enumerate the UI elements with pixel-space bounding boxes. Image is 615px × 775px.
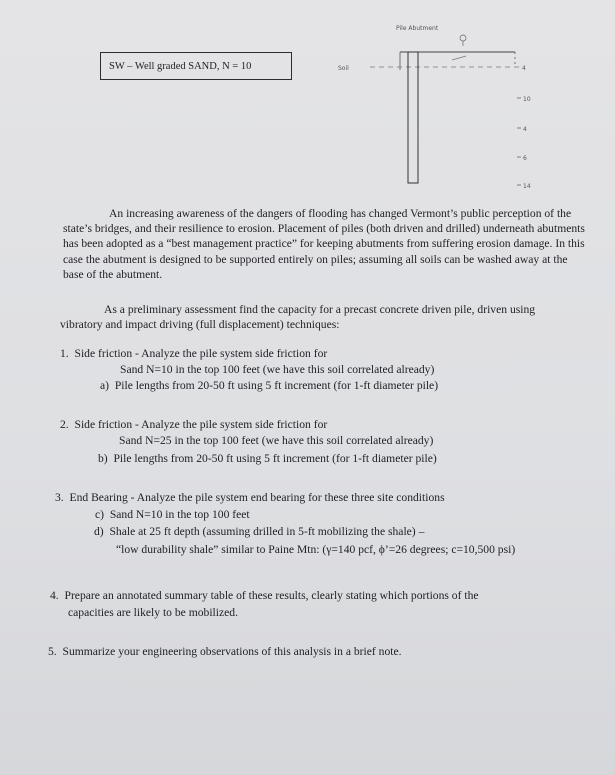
sketch-top-label: Pile Abutment [396, 25, 439, 32]
task-4-continuation: capacities are likely to be mobilized. [68, 606, 238, 619]
task-5-number: 5. [48, 645, 57, 658]
task-3-item-c: c) Sand N=10 in the top 100 feet [95, 508, 250, 521]
task-1-sub: Sand N=10 in the top 100 feet (we have this soil correlated already) [120, 363, 435, 376]
sketch-right-label-3: 4 [523, 126, 527, 133]
task-2-text: Side friction - Analyze the pile system side friction for [74, 418, 328, 431]
soil-label-box [100, 52, 292, 80]
task-1-item-a: a) Pile lengths from 20-50 ft using 5 ft increment (for 1-ft diameter pile) [100, 379, 439, 392]
task-4-number: 4. [50, 589, 59, 602]
task-4-text: Prepare an annotated summary table of these results, clearly stating which portions of the [64, 589, 479, 602]
task-5-title [48, 644, 402, 659]
task-3-text: End Bearing - Analyze the pile system end bearing for these three site conditions [69, 491, 445, 504]
task-5-text: Summarize your engineering observations of this analysis in a brief note. [62, 645, 402, 658]
sketch-right-label-2: 10 [523, 96, 531, 103]
soil-label: SW – Well graded SAND, N = 10 [109, 61, 252, 72]
sketch-right-label-4: 6 [523, 155, 527, 162]
task-2-sub: Sand N=25 in the top 100 feet (we have this soil correlated already) [119, 434, 434, 447]
task-3-title [55, 490, 445, 505]
sketch-left-label: Soil [338, 65, 349, 72]
assessment-paragraph: As a preliminary assessment find the capacity for a precast concrete driven pile, driven using vibratory and impact driving (full displacement) techniques: [60, 303, 536, 332]
task-1-number: 1. [60, 347, 69, 360]
task-4-title [50, 588, 479, 603]
pile-shape [408, 52, 418, 183]
task-1-text: Side friction - Analyze the pile system side friction for [74, 347, 328, 360]
pile-abutment-sketch [320, 10, 550, 200]
intro-paragraph: An increasing awareness of the dangers of flooding has changed Vermont’s public perception of the state’s bridges, and their resilience to erosion. Placement of piles (both driven and drilled) underneath abutments has been adopted as a “best management practice” for keeping abutments from suffering erosion damage. In this case the abutment is designed to be supported entirely on piles; assuming all soils can be washed away at the base of the abutment. [63, 207, 585, 281]
task-2-title [60, 417, 327, 432]
sketch-right-label-1: 4 [522, 65, 526, 72]
task-3-item-d: d) Shale at 25 ft depth (assuming drilled in 5-ft mobilizing the shale) – [94, 525, 425, 538]
sketch-right-label-5: 14 [523, 183, 531, 190]
task-3-extra: “low durability shale” similar to Paine Mtn: (γ=140 pcf, ϕ’=26 degrees; c=10,500 psi) [116, 543, 516, 556]
task-2-item-b: b) Pile lengths from 20-50 ft using 5 ft increment (for 1-ft diameter pile) [98, 452, 437, 465]
task-3-number: 3. [55, 491, 64, 504]
task-1-title [60, 346, 327, 361]
task-2-number: 2. [60, 418, 69, 431]
